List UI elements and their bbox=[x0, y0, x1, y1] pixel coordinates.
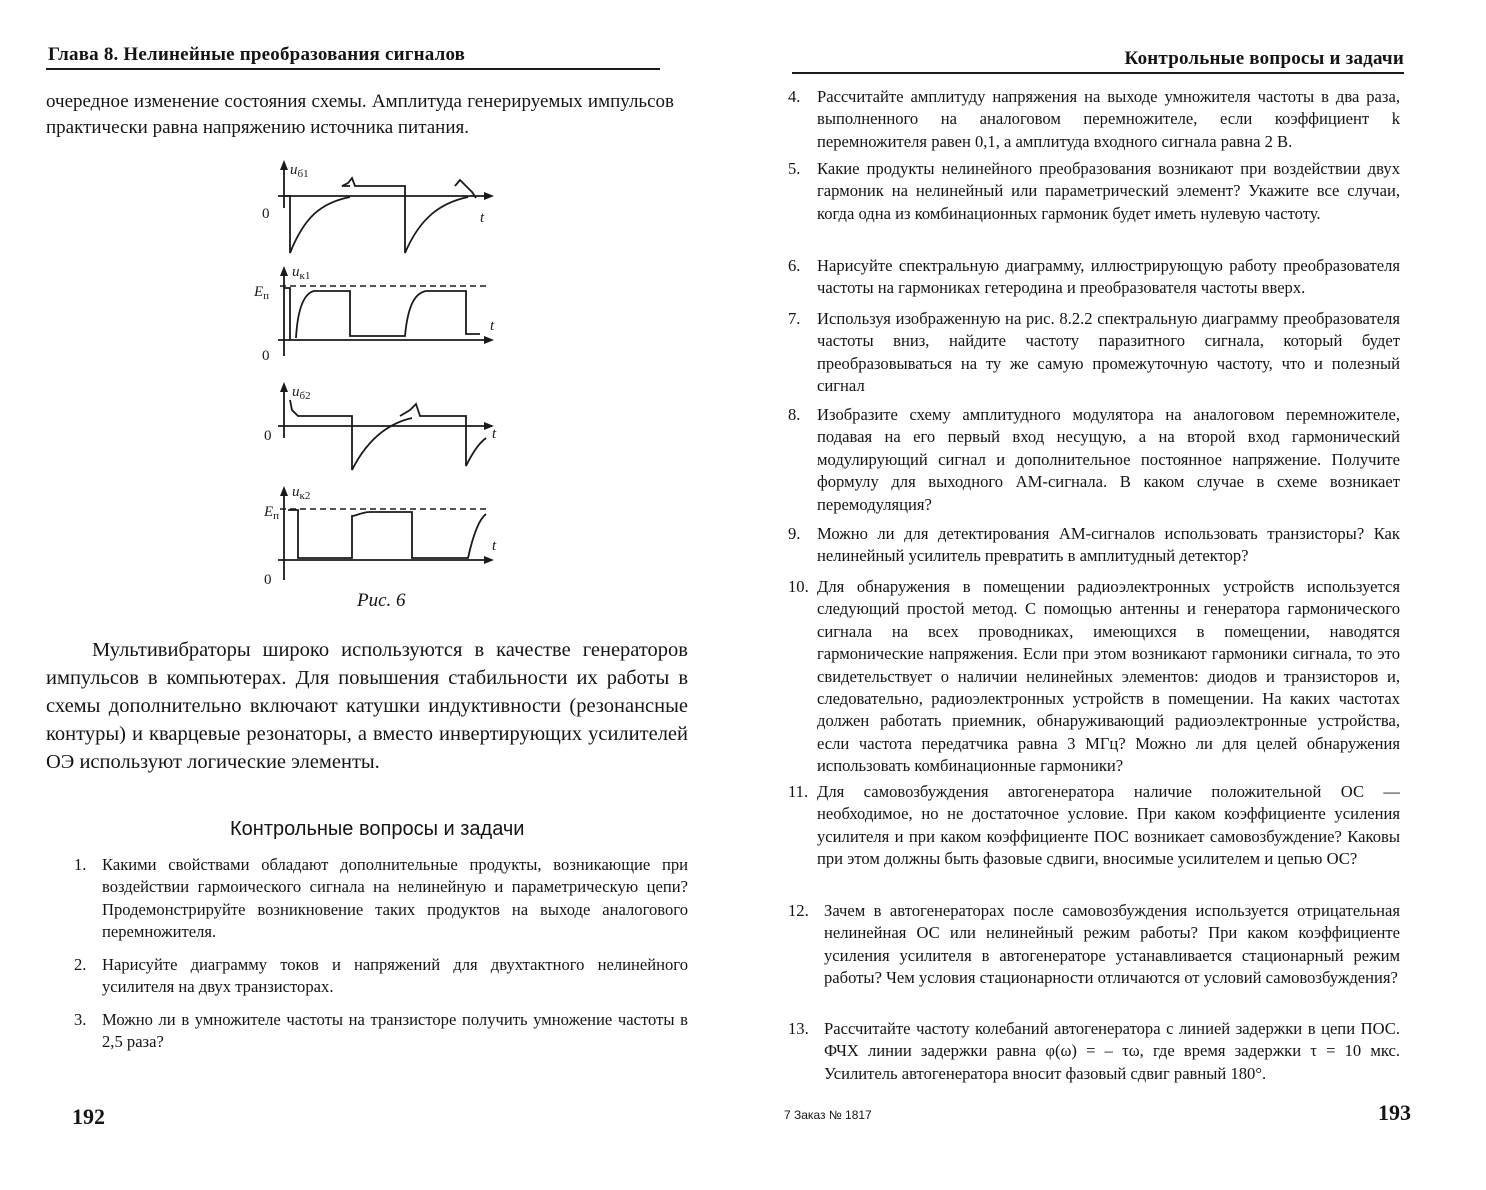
label-supply-2: $E_п$ bbox=[264, 504, 280, 522]
question-8 bbox=[788, 404, 1400, 516]
label-u-k1: $u_{к1}$ bbox=[292, 264, 311, 282]
trace-u-b2-a bbox=[290, 400, 412, 470]
question-number: 4. bbox=[788, 87, 801, 106]
question-1 bbox=[74, 854, 688, 944]
intro-paragraph: очередное изменение состояния схемы. Амплитуда генерируемых импульсов практически равна напряжению источника питания. bbox=[46, 91, 674, 138]
question-text: Можно ли в умножителе частоты на транзисторе получить умножение частоты в 2,5 раза? bbox=[102, 1010, 688, 1052]
question-11 bbox=[788, 781, 1400, 871]
question-number: 3. bbox=[74, 1010, 87, 1029]
question-4 bbox=[788, 86, 1400, 153]
question-number: 9. bbox=[788, 524, 801, 543]
left-header-rule bbox=[46, 68, 660, 70]
print-order-note: 7 Заказ № 1817 bbox=[784, 1108, 872, 1122]
question-text: Нарисуйте спектральную диаграмму, иллюстрирующую работу преобразователя частоты на гармониках гетеродина и преобразователя частоты вверх. bbox=[817, 256, 1400, 298]
question-text: Для самовозбуждения автогенератора наличие положительной ОС — необходимое, но не достаточное условие. При каком коэффициенте усиления усилителя и при каком коэффициенте ПОС возникает самовозбуждение? Каковы при этом должны быть фазовые сдвиги, вносимые усилителем и цепью ОС? bbox=[817, 782, 1400, 869]
plot-u-k1 bbox=[278, 266, 494, 356]
trace-u-k1 bbox=[296, 291, 480, 338]
label-u-b2: $u_{б2}$ bbox=[292, 384, 311, 402]
label-zero-3: 0 bbox=[264, 428, 272, 444]
label-time-1: t bbox=[480, 210, 485, 226]
right-running-header: Контрольные вопросы и задачи bbox=[1124, 48, 1404, 69]
label-zero-1: 0 bbox=[262, 206, 270, 222]
question-12 bbox=[788, 900, 1400, 990]
label-supply-1: $E_п$ bbox=[254, 284, 270, 302]
question-text: Какие продукты нелинейного преобразования возникают при воздействии двух гармоник на нелинейный или параметрический элемент? Укажите все случаи, когда одна из комбинационных гармоник будет иметь нулевую частоту. bbox=[817, 159, 1400, 223]
question-number: 8. bbox=[788, 405, 801, 424]
question-number: 1. bbox=[74, 855, 87, 874]
question-number: 2. bbox=[74, 955, 87, 974]
question-3 bbox=[74, 1009, 688, 1054]
question-text: Используя изображенную на рис. 8.2.2 спектральную диаграмму преобразователя частоты вниз, найдите частоту паразитного сигнала, который будет преобразовываться на ту же самую промежуточную частоту, что и полезный сигнал bbox=[817, 309, 1400, 396]
label-zero-2: 0 bbox=[262, 348, 270, 364]
question-2 bbox=[74, 954, 688, 999]
question-text: Можно ли для детектирования АМ-сигналов использовать транзисторы? Как нелинейный усилитель превратить в амплитудный детектор? bbox=[817, 524, 1400, 566]
question-9 bbox=[788, 523, 1400, 568]
question-number: 12. bbox=[788, 901, 809, 920]
right-page-number: 193 bbox=[1378, 1100, 1411, 1125]
plot-u-k2 bbox=[278, 486, 494, 580]
question-text: Зачем в автогенераторах после самовозбуждения используется отрицательная нелинейная ОС или нелинейный режим работы? При каком коэффициенте усиления усилителя в автогенераторе устанавливается стационарный режим работы? Чем условия стационарности отличаются от условий самовозбуждения? bbox=[824, 901, 1400, 988]
question-number: 5. bbox=[788, 159, 801, 178]
question-7 bbox=[788, 308, 1400, 398]
trace-u-b1-a bbox=[284, 196, 350, 253]
question-5 bbox=[788, 158, 1400, 225]
question-text: Для обнаружения в помещении радиоэлектронных устройств используется следующий простой метод. С помощью антенны и генератора гармонического сигнала на всех проводниках, имеющихся в помещении, наводятся гармонические напряжения. Если при этом возникают гармоники сигнала, то это свидетельствует о наличии нелинейных элементов: диодов и транзисторов и, следовательно, радиоэлектронных устройств в помещении. На каких частотах должен работать приемник, обнаруживающий радиоэлектронные устройства, если частота передатчика равна 3 МГц? Можно ли для целей обнаружения использовать комбинационные гармоники? bbox=[817, 577, 1400, 776]
question-text: Изобразите схему амплитудного модулятора на аналоговом перемножителе, подавая на его первый вход несущую, а на второй вход гармонический модулирующий сигнал и дополнительное постоянное напряжение. Получите формулу для выходного АМ-сигнала. В каком случае в схеме возникает перемодуляция? bbox=[817, 405, 1400, 514]
question-6 bbox=[788, 255, 1400, 300]
label-time-3: t bbox=[492, 426, 497, 442]
question-13 bbox=[788, 1018, 1400, 1085]
label-zero-4: 0 bbox=[264, 572, 272, 588]
body-paragraph: Мультивибраторы широко используются в качестве генераторов импульсов в компьютерах. Для повышения стабильности их работы в схемы дополнительно включают катушки индуктивности (резонансные контуры) и кварцевые резонаторы, а вместо инвертирующих усилителей ОЭ используют логические элементы. bbox=[46, 639, 688, 773]
multivibrator-waveforms-figure bbox=[240, 148, 510, 588]
question-text: Нарисуйте диаграмму токов и напряжений для двухтактного нелинейного усилителя на двух транзисторах. bbox=[102, 955, 688, 997]
left-running-header: Глава 8. Нелинейные преобразования сигналов bbox=[48, 44, 466, 65]
section-title: Контрольные вопросы и задачи bbox=[230, 818, 525, 840]
right-header-rule bbox=[792, 72, 1404, 74]
question-10 bbox=[788, 576, 1400, 778]
question-number: 6. bbox=[788, 256, 801, 275]
question-number: 13. bbox=[788, 1019, 809, 1038]
label-u-b1: $u_{б1}$ bbox=[290, 162, 309, 180]
label-time-2: t bbox=[490, 318, 495, 334]
label-u-k2: $u_{к2}$ bbox=[292, 484, 311, 502]
trace-u-b2-b bbox=[400, 404, 486, 466]
trace-u-k2 bbox=[288, 510, 486, 558]
trace-u-b1-b bbox=[342, 178, 468, 253]
question-number: 10. bbox=[788, 577, 809, 596]
plot-u-b1 bbox=[278, 160, 494, 253]
question-text: Какими свойствами обладают дополнительные продукты, возникающие при воздействии гармоического сигнала на нелинейную и параметрическую цепи? Продемонстрируйте возникновение таких продуктов на выходе аналогового перемножителя. bbox=[102, 855, 688, 942]
figure-caption: Рис. 6 bbox=[357, 590, 406, 611]
question-text: Рассчитайте частоту колебаний автогенератора с линией задержки в цепи ПОС. ФЧХ линии задержки равна φ(ω) = – τω, где время задержки τ = 10 мкс. Усилитель автогенератора вносит фазовый сдвиг равный 180°. bbox=[824, 1019, 1400, 1083]
question-number: 7. bbox=[788, 309, 801, 328]
label-time-4: t bbox=[492, 538, 497, 554]
question-number: 11. bbox=[788, 782, 809, 801]
left-page-number: 192 bbox=[72, 1104, 105, 1129]
question-text: Рассчитайте амплитуду напряжения на выходе умножителя частоты в два раза, выполненного на аналоговом перемножителе, если коэффициент k перемножителя равен 0,1, а амплитуда входного сигнала равна 2 В. bbox=[817, 87, 1400, 151]
